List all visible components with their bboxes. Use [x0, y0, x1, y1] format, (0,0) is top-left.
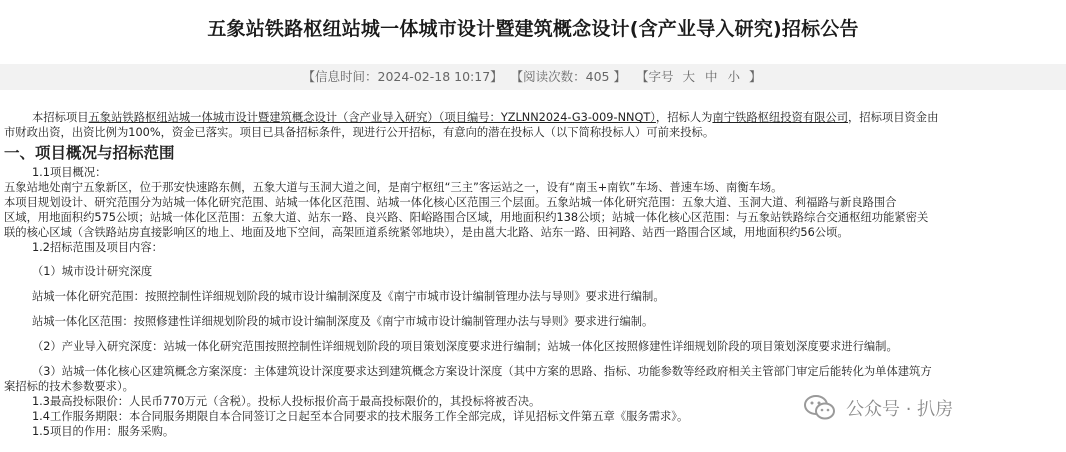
intro-project-name: 五象站铁路枢纽站城一体城市设计暨建筑概念设计（含产业导入研究）（项目编号：YZLNN2024-G3-009-NNQT）	[88, 111, 656, 124]
font-size-close: 】	[748, 69, 762, 84]
watermark-text: 公众号 · 扒房	[846, 399, 954, 420]
info-time: 【信息时间：2024-02-18 10:17】	[302, 69, 503, 84]
intro-pre: 本招标项目	[32, 111, 89, 124]
s11-para-1: 五象站地处南宁五象新区，位于那安快速路东侧，五象大道与玉洞大道之间，是南宁枢纽“三主”客运站之一，设有“南玉+南钦”车场、普速车场、南衡车场。	[4, 181, 783, 194]
page-title: 五象站铁路枢纽站城一体城市设计暨建筑概念设计(含产业导入研究)招标公告	[207, 18, 859, 40]
font-size-control	[634, 69, 764, 84]
s12-item-1b: 站城一体化区范围：按照修建性详细规划阶段的城市设计编制深度及《南宁市城市设计编制管理办法与导则》要求进行编制。	[32, 315, 654, 328]
s12-item-3b: 案招标的技术参数要求）。	[4, 380, 134, 393]
s11-para-2c: 联的核心区域（含铁路站房直接影响区的地上、地面及地下空间，高架匝道系统紧邻地块），是由邕大北路、站东一路、田祠路、站西一路围合区域，用地面积约56公顷。	[4, 226, 849, 239]
read-count: 【阅读次数：405 】	[510, 69, 626, 84]
s12-item-3a: （3）站城一体化核心区建筑概念方案深度：主体建筑设计深度要求达到建筑概念方案设计深度（其中方案的思路、指标、功能参数等经政府相关主管部门审定后能转化为单体建筑方	[32, 365, 932, 378]
wechat-icon	[804, 394, 836, 422]
watermark	[804, 393, 953, 423]
intro-post: ，招标项目资金由	[848, 111, 939, 124]
info-bar	[0, 64, 1066, 90]
intro-tenderer: 南宁铁路枢纽投资有限公司	[712, 111, 848, 124]
s12-item-1a: 站城一体化研究范围：按照控制性详细规划阶段的城市设计编制深度及《南宁市城市设计编制管理办法与导则》要求进行编制。	[32, 290, 665, 303]
s12-item-1: （1）城市设计研究深度	[32, 265, 153, 278]
s12-heading: 1.2招标范围及项目内容：	[32, 241, 163, 254]
intro-mid: ，招标人为	[655, 111, 713, 124]
section-heading: 一、项目概况与招标范围	[4, 144, 175, 162]
font-size-label: 【字号	[635, 69, 674, 84]
font-mid-link[interactable]: 中	[704, 69, 718, 84]
s12-item-2: （2）产业导入研究深度：站城一体化研究范围按照控制性详细规划阶段的项目策划深度要求进行编制；站城一体化区按照修建性详细规划阶段的项目策划深度要求进行编制。	[32, 340, 898, 353]
s13-line: 1.3最高投标限价：人民币770万元（含税）。投标人投标报价高于最高投标限价的，其投标将被否决。	[32, 395, 541, 408]
s11-heading: 1.1项目概况：	[32, 166, 107, 179]
font-large-link[interactable]: 大	[682, 69, 695, 84]
s11-para-2b: 区域，用地面积约575公顷；站城一体化区范围：五象大道、站东一路、良兴路、阳峪路围合区域，用地面积约138公顷；站城一体化核心区范围：与五象站铁路综合交通枢纽功能紧密关	[4, 211, 929, 224]
s14-line: 1.4工作服务期限：本合同服务期限自本合同签订之日起至本合同要求的技术服务工作全部完成，详见招标文件第五章《服务需求》。	[32, 410, 689, 423]
s11-para-2a: 本项目规划设计、研究范围分为站城一体化研究范围、站城一体化区范围、站城一体化核心区范围三个层面。五象站城一体化研究范围：五象大道、玉洞大道、利福路与新良路围合	[4, 196, 897, 209]
font-small-link[interactable]: 小	[727, 69, 740, 84]
intro-line-2: 市财政出资，出资比例为100%，资金已落实。项目已具备招标条件，现进行公开招标，有意向的潜在投标人（以下简称投标人）可前来投标。	[4, 126, 715, 139]
intro-line-1	[4, 110, 1062, 125]
article-body	[4, 110, 1062, 439]
s15-line: 1.5项目的作用：服务采购。	[32, 425, 175, 438]
